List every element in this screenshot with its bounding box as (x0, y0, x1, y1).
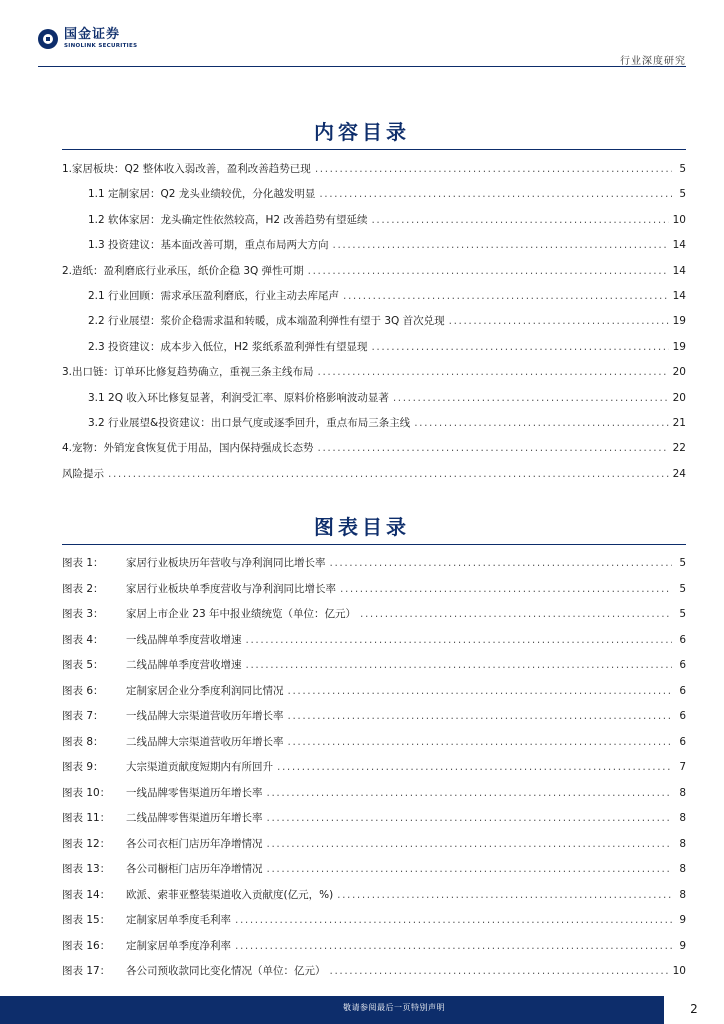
toc-entry-page: 21 (672, 416, 686, 429)
toc-entry-page: 5 (679, 163, 686, 175)
toc-leader-dots (267, 832, 673, 858)
figure-entry[interactable] (62, 653, 686, 679)
toc-entry-title: 2.造纸：盈利磨底行业承压，纸价企稳 3Q 弹性可期 (62, 264, 304, 277)
toc-entry[interactable] (62, 309, 686, 334)
figure-title: 二线品牌大宗渠道营收历年增长率 (126, 735, 284, 748)
toc-entry-page: 5 (679, 188, 686, 201)
figure-title: 家居行业板块单季度营收与净利润同比增长率 (126, 582, 336, 595)
figure-entry[interactable] (62, 704, 686, 730)
toc-leader-dots (340, 577, 672, 603)
toc-entry[interactable] (62, 208, 686, 233)
company-logo (38, 28, 137, 50)
figure-title: 家居行业板块历年营收与净利润同比增长率 (126, 557, 326, 569)
figure-entry-page: 8 (679, 863, 686, 875)
figure-label: 图表 8： (62, 735, 104, 748)
toc-leader-dots (330, 959, 669, 985)
figure-entry-page: 8 (679, 812, 686, 824)
toc-leader-dots (288, 730, 673, 756)
contents-title-divider (62, 149, 686, 150)
figure-entry[interactable] (62, 857, 686, 883)
toc-entry[interactable] (62, 436, 686, 461)
toc-leader-dots (330, 551, 673, 577)
figure-label: 图表 14： (62, 888, 111, 901)
toc-entry-page: 19 (672, 315, 686, 328)
toc-leader-dots (108, 462, 669, 487)
list-of-figures (62, 551, 686, 985)
toc-entry-page: 14 (672, 264, 686, 277)
figure-title: 一线品牌大宗渠道营收历年增长率 (126, 710, 284, 722)
figure-title: 二线品牌零售渠道历年增长率 (126, 812, 263, 824)
toc-entry[interactable] (62, 360, 686, 385)
toc-entry-page: 19 (672, 340, 686, 353)
toc-leader-dots (235, 908, 672, 934)
figure-entry[interactable] (62, 551, 686, 577)
figure-title: 各公司衣柜门店历年净增情况 (126, 837, 263, 850)
figure-entry-page: 6 (679, 633, 686, 646)
figure-label: 图表 11： (62, 812, 111, 824)
figure-title: 欧派、索菲亚整装渠道收入贡献度(亿元，%) (126, 888, 334, 901)
figure-entry-page: 9 (679, 914, 686, 926)
figure-entry[interactable] (62, 883, 686, 909)
figure-entry-page: 10 (672, 965, 686, 977)
toc-entry-title: 1.3 投资建议：基本面改善可期，重点布局两大方向 (88, 239, 329, 252)
figure-entry-page: 5 (679, 582, 686, 595)
figure-entry[interactable] (62, 730, 686, 756)
toc-entry[interactable] (62, 284, 686, 309)
figure-label: 图表 7： (62, 710, 104, 722)
logo-name-cn: 国金证券 (64, 27, 121, 42)
header-divider (38, 66, 686, 67)
table-of-contents (62, 157, 686, 487)
toc-leader-dots (267, 857, 673, 883)
toc-leader-dots (318, 436, 669, 461)
toc-entry-title: 2.3 投资建议：成本步入低位，H2 浆纸系盈利弹性有望显现 (88, 340, 368, 353)
toc-leader-dots (267, 806, 673, 832)
figure-title: 一线品牌单季度营收增速 (126, 633, 242, 646)
figures-title-divider (62, 544, 686, 545)
figure-title: 一线品牌零售渠道历年增长率 (126, 786, 263, 799)
figure-entry-page: 6 (679, 735, 686, 748)
toc-entry-page: 22 (672, 442, 686, 455)
figure-entry-page: 8 (679, 837, 686, 850)
toc-leader-dots (333, 233, 669, 258)
figure-entry[interactable] (62, 781, 686, 807)
report-type: 行业深度研究 (620, 56, 686, 67)
toc-leader-dots (393, 386, 669, 411)
toc-entry-title: 3.2 行业展望&投资建议：出口景气度或逐季回升，重点布局三条主线 (88, 416, 411, 429)
figure-label: 图表 6： (62, 684, 104, 697)
toc-leader-dots (337, 883, 672, 909)
figure-title: 二线品牌单季度营收增速 (126, 659, 242, 671)
figure-entry-page: 9 (679, 939, 686, 952)
toc-leader-dots (246, 653, 673, 679)
toc-leader-dots (277, 755, 672, 781)
toc-entry[interactable] (62, 411, 686, 436)
figure-title: 各公司预收款同比变化情况（单位：亿元） (126, 965, 326, 977)
toc-leader-dots (246, 628, 673, 654)
figure-title: 各公司橱柜门店历年净增情况 (126, 863, 263, 875)
toc-entry[interactable] (62, 259, 686, 284)
figure-title: 家居上市企业 23 年中报业绩统览（单位：亿元） (126, 608, 357, 620)
figure-title: 定制家居单季度净利率 (126, 939, 231, 952)
figure-label: 图表 5： (62, 659, 104, 671)
toc-leader-dots (360, 602, 672, 628)
toc-leader-dots (318, 360, 669, 385)
toc-entry[interactable] (62, 386, 686, 411)
toc-entry-page: 14 (672, 239, 686, 252)
figure-label: 图表 3： (62, 608, 104, 620)
figure-entry[interactable] (62, 755, 686, 781)
figure-label: 图表 13： (62, 863, 111, 875)
toc-entry-title: 1.2 软体家居：龙头确定性依然较高，H2 改善趋势有望延续 (88, 213, 368, 226)
figure-title: 定制家居单季度毛利率 (126, 914, 231, 926)
figure-label: 图表 16： (62, 939, 111, 952)
toc-leader-dots (267, 781, 673, 807)
page-header (0, 0, 724, 70)
figure-label: 图表 12： (62, 837, 111, 850)
page-number: 2 (690, 1002, 698, 1016)
toc-leader-dots (235, 934, 672, 960)
figure-entry-page: 5 (679, 557, 686, 569)
figure-label: 图表 15： (62, 914, 111, 926)
toc-leader-dots (371, 208, 668, 233)
figure-entry[interactable] (62, 959, 686, 985)
toc-entry[interactable] (62, 462, 686, 487)
figure-entry[interactable] (62, 908, 686, 934)
toc-entry-page: 10 (672, 213, 686, 226)
figure-entry-page: 7 (679, 761, 686, 773)
toc-entry-title: 1.家居板块：Q2 整体收入弱改善，盈利改善趋势已现 (62, 163, 311, 175)
figure-entry[interactable] (62, 934, 686, 960)
toc-entry[interactable] (62, 335, 686, 360)
figure-entry[interactable] (62, 806, 686, 832)
figure-label: 图表 2： (62, 582, 104, 595)
toc-leader-dots (343, 284, 669, 309)
figure-entry-page: 6 (679, 659, 686, 671)
figure-entry[interactable] (62, 577, 686, 603)
figure-title: 定制家居企业分季度利润同比情况 (126, 684, 284, 697)
figure-entry-page: 5 (679, 608, 686, 620)
toc-entry[interactable] (62, 157, 686, 182)
toc-entry-title: 1.1 定制家居：Q2 龙头业绩较优，分化越发明显 (88, 188, 316, 201)
toc-entry-page: 14 (672, 289, 686, 302)
toc-leader-dots (288, 704, 673, 730)
figure-label: 图表 9： (62, 761, 104, 773)
figures-title: 图表目录 (314, 515, 410, 539)
toc-entry-title: 2.1 行业回顾：需求承压盈利磨底，行业主动去库尾声 (88, 289, 340, 302)
figure-entry-page: 6 (679, 710, 686, 722)
figure-label: 图表 10： (62, 786, 111, 799)
figure-entry[interactable] (62, 679, 686, 705)
toc-leader-dots (319, 182, 672, 207)
toc-entry-page: 24 (672, 467, 686, 480)
figure-label: 图表 1： (62, 557, 104, 569)
toc-entry[interactable] (62, 233, 686, 258)
toc-entry-title: 3.1 2Q 收入环比修复显著，利润受汇率、原料价格影响波动显著 (88, 391, 389, 404)
logo-icon (38, 29, 58, 49)
figure-entry[interactable] (62, 832, 686, 858)
toc-entry-page: 20 (672, 366, 686, 379)
figure-entry[interactable] (62, 628, 686, 654)
figure-title: 大宗渠道贡献度短期内有所回升 (126, 761, 273, 773)
toc-leader-dots (449, 309, 669, 334)
footer-disclaimer: 敬请参阅最后一页特别声明 (343, 1003, 445, 1012)
figure-entry-page: 8 (679, 888, 686, 901)
toc-leader-dots (371, 335, 668, 360)
toc-leader-dots (315, 157, 672, 182)
figure-entry-page: 8 (679, 786, 686, 799)
toc-leader-dots (414, 411, 668, 436)
logo-name-en: SINOLINK SECURITIES (64, 43, 138, 49)
toc-entry-title: 2.2 行业展望：浆价企稳需求温和转暖，成本端盈利弹性有望于 3Q 首次兑现 (88, 315, 445, 328)
toc-leader-dots (308, 259, 669, 284)
toc-entry-title: 3.出口链：订单环比修复趋势确立，重视三条主线布局 (62, 366, 314, 379)
toc-leader-dots (288, 679, 673, 705)
footer-bar (0, 996, 664, 1024)
figure-entry-page: 6 (679, 684, 686, 697)
toc-entry-title: 风险提示 (62, 467, 104, 480)
figure-entry[interactable] (62, 602, 686, 628)
contents-title: 内容目录 (314, 120, 410, 144)
toc-entry[interactable] (62, 182, 686, 207)
figure-label: 图表 17： (62, 965, 111, 977)
toc-entry-title: 4.宠物：外销宠食恢复优于用品，国内保持强成长态势 (62, 442, 314, 455)
toc-entry-page: 20 (672, 391, 686, 404)
figure-label: 图表 4： (62, 633, 104, 646)
